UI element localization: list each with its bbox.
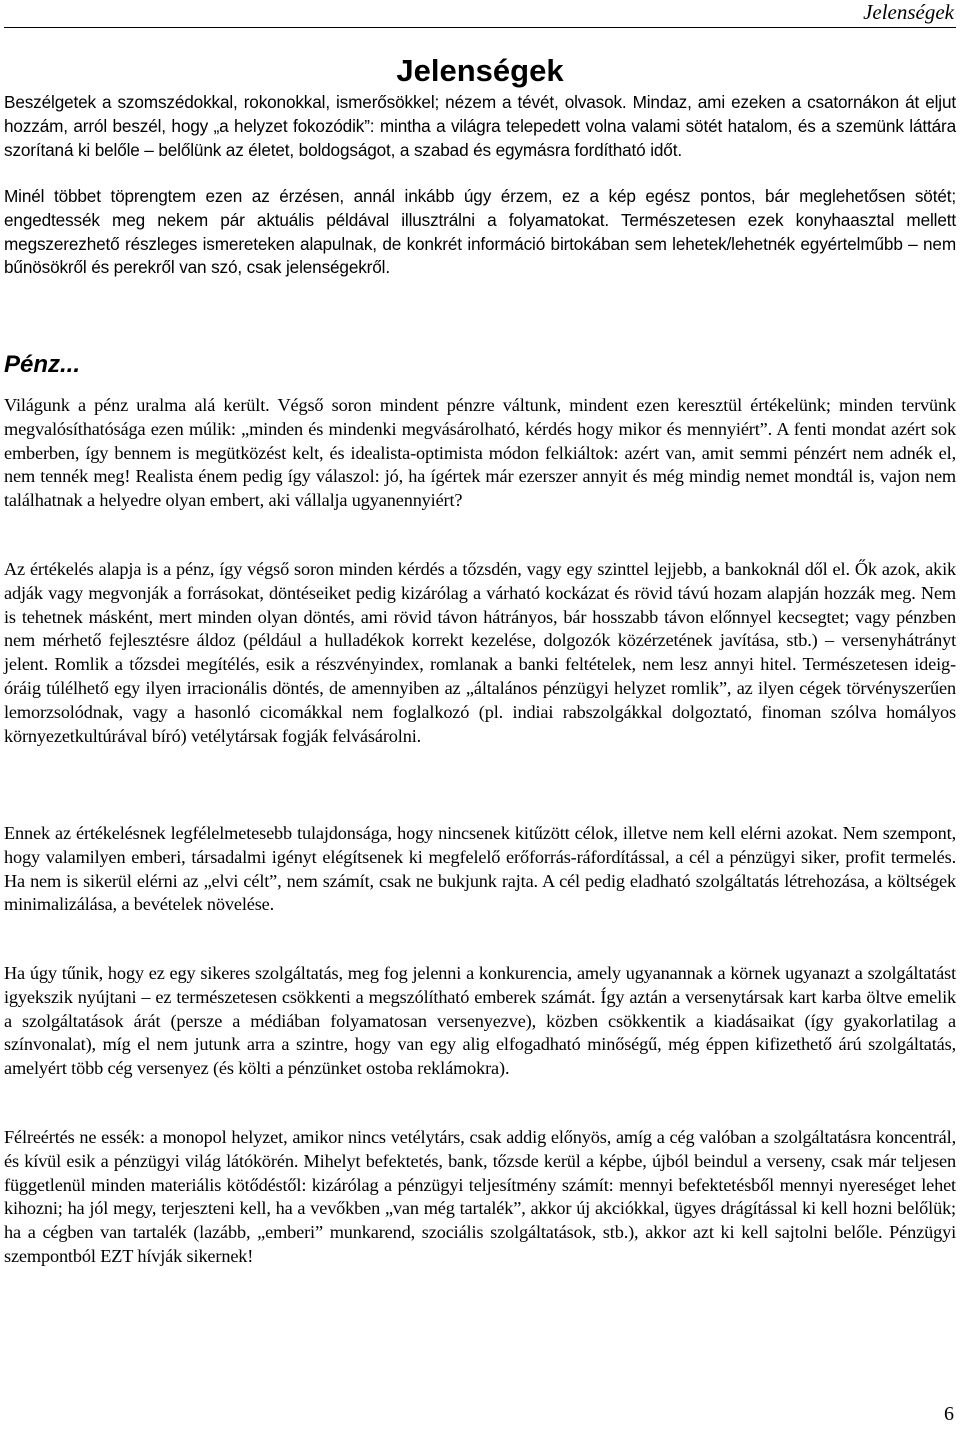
body-paragraph: Az értékelés alapja is a pénz, így végső soron minden kérdés a tőzsdén, vagy egy szinttel lejjebb, a bankoknál dől el. Ők azok, akik adják vagy megvonják a forrásokat, döntéseiket pedig kizárólag a várható kockázat és rövid távú hozam alapján hozzák meg. Nem is tehetnek másként, mert minden olyan döntés, ami rövid távon hátrányos, bár hosszabb távon előnnyel kecsegtet; vagy pénzben nem mérhető fejlesztésre áldoz (például a hulladékok korrekt kezelése, dolgozók közérzetének javítása, stb.) – versenyhátrányt jelent. Romlik a tőzsdei megítélés, esik a részvényindex, romlanak a banki feltételek, nem lesz annyi hitel. Természetesen ideig-óráig túlélhető egy ilyen irracionális döntés, de amennyiben az „általános pénzügyi helyzet romlik”, az ilyen cégek törvényszerűen lemorzsolódnak, vagy a hasonló cicomákkal nem foglalkozó (pl. indiai rabszolgákkal dolgoztató, finoman szólva homályos környezetkultúrával bíró) vetélytársak fogják felvásárolni. [4,559,956,746]
header-divider [4,27,956,28]
intro-paragraph-part2: Minél többet töprengtem ezen az érzésen, annál inkább úgy érzem, ez a kép egész pontos, bár meglehetősen sötét; engedtessék meg nekem pár aktuális példával illusztrálni a folyamatokat. Természetesen ezek konyhaasztal mellett megszerezhető részleges ismereteken alapulnak, de konkrét információ birtokában sem lehetek/lehetnék egyértelműbb – nem bűnösökről és perekről van szó, csak jelenségekről. [4,186,956,278]
body-paragraph: Világunk a pénz uralma alá került. Végső soron mindent pénzre váltunk, mindent ezen keresztül értékelünk; minden tervünk megvalósíthatósága ezen múlik: „minden és mindenki megvásárolható, kérdés hogy mikor és mennyiért”. A fenti mondat azért sok emberben, így bennem is megütközést kelt, és idealista-optimista módon felkiáltok: azért van, amit semmi pénzért nem adnék el, nem tennék meg! Realista énem pedig így válaszol: jó, ha ígértek már ezerszer annyit és még mindig nemet mondtál is, vajon nem találhatnak a helyedre olyan embert, aki vállalja ugyanennyiért? [4,395,956,511]
body-paragraph: Félreértés ne essék: a monopol helyzet, amikor nincs vetélytárs, csak addig előnyös, amíg a cég valóban a szolgáltatásra koncentrál, és kívül esik a pénzügyi világ látókörén. Mihelyt befektetés, bank, tőzsde kerül a képbe, újból beindul a verseny, csak már teljesen függetlenül minden materiális kötődéstől: kizárólag a pénzügyi teljesítmény számít: mennyi befektetésből mennyi nyereséget lehet kihozni; ha jól megy, terjeszteni kell, ha a vevőkben „van még tartalék”, akkor új akciókkal, ügyes drágítással ki kell hozni belőlük; ha a cégben van tartalék (lazább, „emberi” munkarend, szociális szolgáltatások, stb.), akkor azt ki kell sajtolni belőle. Pénzügyi szempontból EZT hívják sikernek! [4,1127,956,1266]
body-paragraph: Ennek az értékelésnek legfélelmetesebb tulajdonsága, hogy nincsenek kitűzött célok, illetve nem kell elérni azokat. Nem szempont, hogy valamilyen emberi, társadalmi igényt elégítsenek ki megfelelő erőforrás-ráfordítással, a cél a pénzügyi siker, profit termelés. Ha nem is sikerül elérni az „elvi célt”, nem számít, csak ne bukjunk rajta. A cél pedig eladható szolgáltatás létrehozása, a költségek minimalizálása, a bevételek növelése. [4,823,956,915]
document-title: Jelenségek [396,53,564,88]
intro-paragraph-part1: Beszélgetek a szomszédokkal, rokonokkal, ismerősökkel; nézem a tévét, olvasok. Mindaz, ami ezeken a csatornákon át eljut hozzám, arról beszél, hogy „a helyzet fokozódik”: mintha a világra telepedett volna valami sötét hatalom, és a szemünk láttára szorítaná ki belőle – belőlünk az életet, boldogságot, a szabad és egymásra fordítható időt. [4,92,956,160]
running-header-title: Jelenségek [863,0,954,24]
body-paragraph: Ha úgy tűnik, hogy ez egy sikeres szolgáltatás, meg fog jelenni a konkurencia, amely ugyanannak a körnek ugyanazt a szolgáltatást igyekszik nyújtani – ez természetesen csökkenti a megszólítható emberek számát. Így aztán a versenytársak kart karba öltve emelik a szolgáltatások árát (persze a médiában folyamatosan versenyezve), közben csökkentik a kiadásaikat (így gyakorlatilag a színvonalat), míg el nem jutunk arra a szintre, hogy van egy alig elfogadható minőségű, még éppen kifizethető árú szolgáltatás, amelyért több cég versenyez (és költi a pénzünket ostoba reklámokra). [4,963,956,1079]
page-number: 6 [944,1403,954,1425]
section-title-penz: Pénz... [4,351,81,378]
